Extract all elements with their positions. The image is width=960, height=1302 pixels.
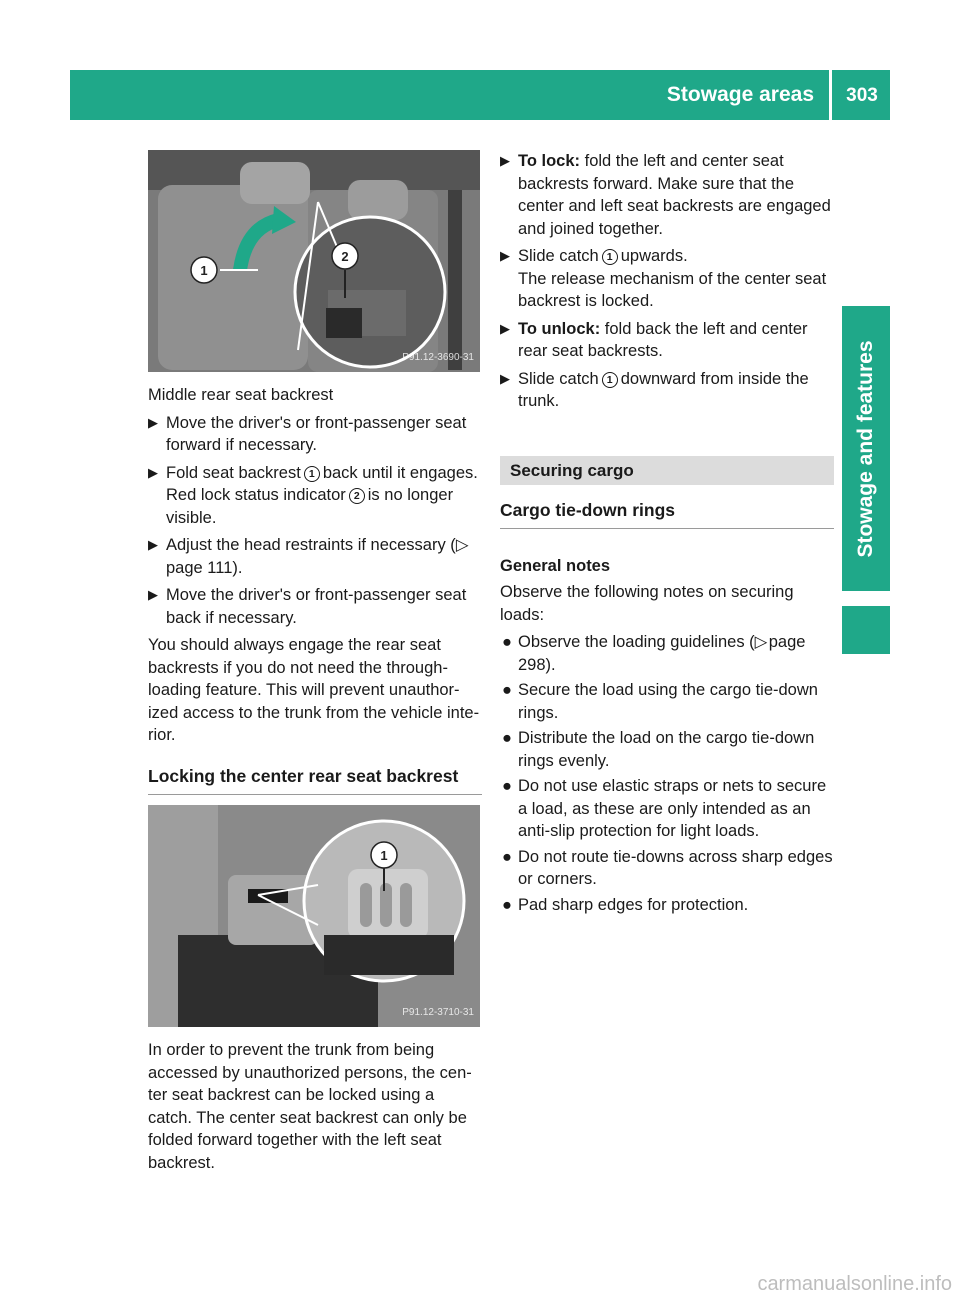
figure1-caption: Middle rear seat backrest [148, 386, 334, 404]
left-step-3-text-a: Adjust the head restraints if necessary ( [166, 536, 456, 554]
note-bullet-2 [500, 679, 834, 724]
locking-catch-illustration [148, 805, 480, 1027]
right-step-2-text-b: upwards. [620, 247, 688, 265]
callout-1-icon: 1 [602, 249, 618, 265]
right-column [500, 150, 834, 919]
note-bullet-6 [500, 894, 834, 917]
left-paragraph-1: You should always engage the rear seat backrests if you do not need the through-loading feature. This will prevent unauthor-ized access to the trunk from the vehicle inte-rior. [148, 636, 480, 744]
step-arrow-icon: ▶ [500, 370, 510, 386]
step-arrow-icon: ▶ [148, 414, 158, 430]
header-bar [70, 70, 890, 120]
header-separator [829, 70, 832, 120]
left-step-3-text-b: ). [232, 558, 243, 577]
right-step-3 [500, 318, 834, 363]
left-step-2-text-c: is no longer visible. [166, 486, 454, 527]
note-3-text: Distribute the load on the cargo tie-down rings evenly. [518, 729, 815, 770]
figure2-callout-1: 1 [380, 848, 388, 863]
bullet-dot-icon: ● [502, 729, 512, 747]
note-1-text-a: Observe the loading guidelines ( [518, 633, 755, 651]
figure1-callout-2: 2 [341, 249, 349, 264]
right-step-4-text-b: downward from inside the trunk. [518, 369, 809, 410]
step-arrow-icon: ▶ [148, 587, 158, 602]
page-ref-link[interactable]: page 111 [166, 558, 233, 577]
figure2-code: P91.12-3710-31 [402, 1006, 474, 1018]
side-chapter-tab[interactable] [842, 306, 890, 591]
right-step-2-result: The release mechanism of the center seat backrest is locked. [518, 269, 827, 310]
step-arrow-icon: ▶ [500, 248, 510, 263]
right-step-3-label: To unlock: [518, 319, 601, 338]
left-step-4 [148, 584, 482, 629]
header-section-title: Stowage areas [666, 83, 814, 106]
bullet-dot-icon: ● [502, 847, 512, 866]
left-step-2-text-a: Fold seat backrest [166, 463, 301, 482]
heading-locking-center-backrest: Locking the center rear seat backrest [148, 765, 482, 796]
page-ref-arrow-icon: ▷ [754, 633, 768, 651]
callout-1-icon: 1 [304, 466, 320, 482]
step-arrow-icon: ▶ [148, 464, 158, 480]
side-chapter-marker [842, 606, 890, 654]
note-bullet-1 [500, 631, 834, 676]
watermark: carmanualsonline.info [757, 1273, 952, 1295]
left-step-3 [148, 534, 482, 579]
figure1-code: P91.12-3690-31 [402, 351, 474, 363]
bullet-dot-icon: ● [502, 633, 512, 651]
callout-1-icon: 1 [602, 372, 618, 388]
heading-general-notes: General notes [500, 556, 611, 575]
right-step-2 [500, 245, 834, 313]
note-5-text: Do not route tie-downs across sharp edges or corners. [518, 847, 833, 888]
right-step-1-text: fold the left and center seat backrests forward. Make sure that the center and left seat backrests are engaged and joined together. [518, 152, 831, 238]
figure1-callout-1: 1 [200, 263, 208, 278]
note-4-text: Do not use elastic straps or nets to secure a load, as these are only intended as an anti-slip protection for light loads. [518, 777, 827, 840]
notes-intro: Observe the following notes on securing loads: [500, 583, 794, 624]
heading-cargo-tie-down-rings: Cargo tie-down rings [500, 499, 834, 529]
left-step-1 [148, 412, 482, 457]
note-1-text-b: ). [545, 655, 556, 674]
note-2-text: Secure the load using the cargo tie-down rings. [518, 681, 818, 722]
bullet-dot-icon: ● [502, 777, 512, 795]
right-step-2-text-a: Slide catch [518, 247, 599, 265]
page-ref-arrow-icon: ▷ [455, 536, 469, 554]
note-bullet-4 [500, 775, 834, 843]
left-step-2-text-b: back until it engages. Red lock status indicator [166, 463, 478, 504]
page-number: 303 [846, 85, 878, 106]
left-step-4-text: Move the driver's or front-passenger seat back if necessary. [166, 586, 467, 627]
callout-2-icon: 2 [349, 488, 365, 504]
seat-backrest-illustration [148, 150, 480, 372]
figure-locking-catch [148, 805, 480, 1027]
step-arrow-icon: ▶ [148, 537, 158, 552]
bullet-dot-icon: ● [502, 895, 512, 914]
bullet-dot-icon: ● [502, 681, 512, 699]
right-step-3-text: fold back the left and center rear seat backrests. [518, 319, 808, 360]
left-step-1-text: Move the driver's or front-passenger seat forward if necessary. [166, 413, 467, 454]
step-arrow-icon: ▶ [500, 320, 510, 336]
note-6-text: Pad sharp edges for protection. [518, 895, 749, 914]
figure-rear-seat-backrest [148, 150, 480, 372]
note-bullet-3 [500, 727, 834, 772]
section-heading-securing-cargo: Securing cargo [500, 456, 834, 486]
left-step-2 [148, 462, 482, 530]
right-step-1-label: To lock: [518, 152, 581, 170]
side-chapter-label: Stowage and features [854, 339, 877, 558]
left-column [148, 150, 482, 1179]
right-step-4-text-a: Slide catch [518, 369, 599, 388]
right-step-1 [500, 150, 834, 240]
step-arrow-icon: ▶ [500, 153, 510, 168]
note-bullet-5 [500, 846, 834, 891]
left-paragraph-2: In order to prevent the trunk from being accessed by unauthorized persons, the cen-ter seat backrest can be locked using a catch. The center seat backrest can only be folded forward together with the left seat backrest. [148, 1041, 472, 1172]
page-ref-link[interactable]: page 298 [518, 633, 806, 674]
right-step-4 [500, 368, 834, 413]
